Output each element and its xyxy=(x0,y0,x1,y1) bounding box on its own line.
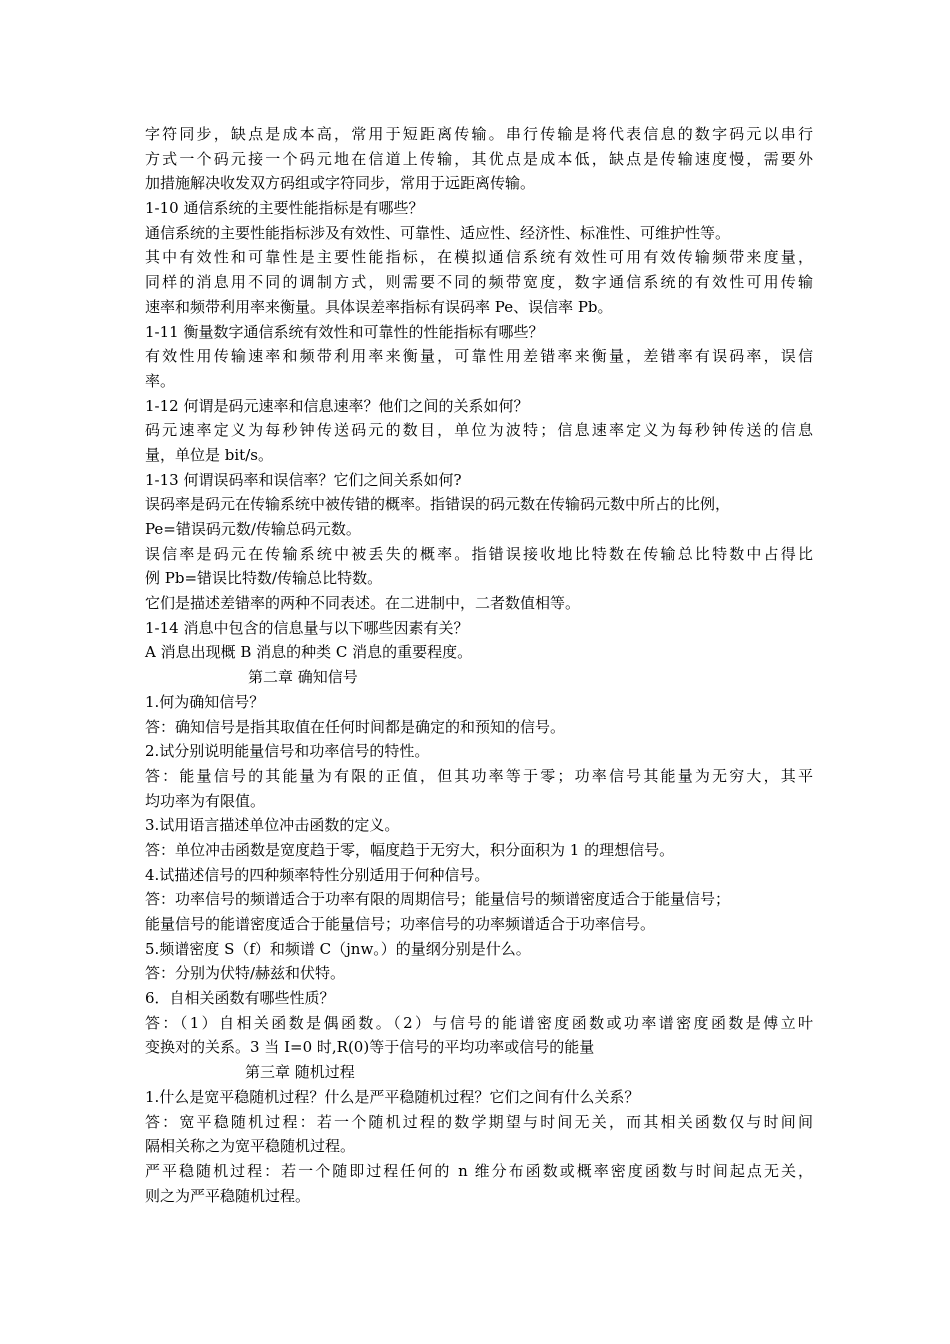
question-heading: 1-10 通信系统的主要性能指标是有哪些？ xyxy=(145,199,424,218)
document-body xyxy=(145,122,813,1208)
paragraph-line: 方式一个码元接一个码元地在信道上传输，其优点是成本低，缺点是传输速度慢，需要外 xyxy=(145,149,813,168)
question-heading: 6．自相关函数有哪些性质？ xyxy=(145,989,335,1008)
question-heading: 3.试用语言描述单位冲击函数的定义。 xyxy=(145,816,400,835)
question-heading: 4.试描述信号的四种频率特性分别适用于何种信号。 xyxy=(145,865,490,884)
paragraph-line: 误码率是码元在传输系统中被传错的概率。指错误的码元数在传输码元数中所占的比例， xyxy=(145,495,731,514)
paragraph-line: 速率和频带利用率来衡量。具体误差率指标有误码率 Pe、误信率 Pb。 xyxy=(145,297,613,316)
question-heading: 1-13 何谓误码率和误信率？它们之间关系如何? xyxy=(145,470,462,489)
paragraph-line: 均功率为有限值。 xyxy=(145,791,266,810)
paragraph-line: 答：单位冲击函数是宽度趋于零，幅度趋于无穷大，积分面积为 1 的理想信号。 xyxy=(145,840,675,859)
paragraph-line: 量，单位是 bit/s。 xyxy=(145,445,273,464)
paragraph-line: 通信系统的主要性能指标涉及有效性、可靠性、适应性、经济性、标准性、可维护性等。 xyxy=(145,223,731,242)
paragraph-line: 答：分别为伏特/赫兹和伏特。 xyxy=(145,964,346,983)
question-heading: 1-12 何谓是码元速率和信息速率？他们之间的关系如何？ xyxy=(145,396,529,415)
question-heading: 2.试分别说明能量信号和功率信号的特性。 xyxy=(145,742,430,761)
paragraph-line: 它们是描述差错率的两种不同表述。在二进制中，二者数值相等。 xyxy=(145,594,581,613)
paragraph-line: 其中有效性和可靠性是主要性能指标，在模拟通信系统有效性可用有效传输频带来度量， xyxy=(145,248,813,267)
paragraph-line: 码元速率定义为每秒钟传送码元的数目，单位为波特；信息速率定义为每秒钟传送的信息 xyxy=(145,421,813,440)
paragraph-line: 答：确知信号是指其取值在任何时间都是确定的和预知的信号。 xyxy=(145,717,566,736)
chapter-title: 第三章 随机过程 xyxy=(245,1063,355,1082)
question-heading: 1.什么是宽平稳随机过程？什么是严平稳随机过程？它们之间有什么关系？ xyxy=(145,1087,640,1106)
paragraph-line: A 消息出现概 B 消息的种类 C 消息的重要程度。 xyxy=(145,643,473,662)
paragraph-line: 同样的消息用不同的调制方式，则需要不同的频带宽度，数字通信系统的有效性可用传输 xyxy=(145,273,813,292)
paragraph-line: 严平稳随机过程：若一个随即过程任何的 n 维分布函数或概率密度函数与时间起点无关， xyxy=(145,1161,813,1180)
question-heading: 1.何为确知信号？ xyxy=(145,692,265,711)
paragraph-line: 率。 xyxy=(145,371,176,390)
paragraph-line: 例 Pb=错误比特数/传输总比特数。 xyxy=(145,569,383,588)
question-heading: 5.频谱密度 S（f）和频谱 C（jnw。）的量纲分别是什么。 xyxy=(145,939,531,958)
paragraph-line: 答：能量信号的其能量为有限的正值，但其功率等于零；功率信号其能量为无穷大，其平 xyxy=(145,766,813,785)
paragraph-line: 字符同步，缺点是成本高，常用于短距离传输。串行传输是将代表信息的数字码元以串行 xyxy=(145,125,813,143)
paragraph-line: 误信率是码元在传输系统中被丢失的概率。指错误接收地比特数在传输总比特数中占得比 xyxy=(145,544,813,563)
paragraph-line: Pe=错误码元数/传输总码元数。 xyxy=(145,520,361,538)
paragraph-line: 答：（1）自相关函数是偶函数。（2）与信号的能谱密度函数或功率谱密度函数是傅立叶 xyxy=(145,1013,813,1032)
question-heading: 1-14 消息中包含的信息量与以下哪些因素有关？ xyxy=(145,618,469,637)
paragraph-line: 有效性用传输速率和频带利用率来衡量，可靠性用差错率来衡量，差错率有误码率，误信 xyxy=(145,347,813,366)
paragraph-line: 变换对的关系。3 当 I=0 时,R(0)等于信号的平均功率或信号的能量 xyxy=(145,1038,595,1057)
paragraph-line: 则之为严平稳随机过程。 xyxy=(145,1186,311,1205)
paragraph-line: 加措施解决收发双方码组或字符同步，常用于远距离传输。 xyxy=(145,174,536,193)
question-heading: 1-11 衡量数字通信系统有效性和可靠性的性能指标有哪些？ xyxy=(145,322,544,341)
chapter-title: 第二章 确知信号 xyxy=(248,668,358,687)
paragraph-line: 答：宽平稳随机过程：若一个随机过程的数学期望与时间无关，而其相关函数仅与时间间 xyxy=(145,1112,813,1131)
paragraph-line: 答：功率信号的频谱适合于功率有限的周期信号；能量信号的频谱密度适合于能量信号； xyxy=(145,890,731,909)
paragraph-line: 能量信号的能谱密度适合于能量信号；功率信号的功率频谱适合于功率信号。 xyxy=(145,915,656,933)
paragraph-line: 隔相关称之为宽平稳随机过程。 xyxy=(145,1137,356,1156)
